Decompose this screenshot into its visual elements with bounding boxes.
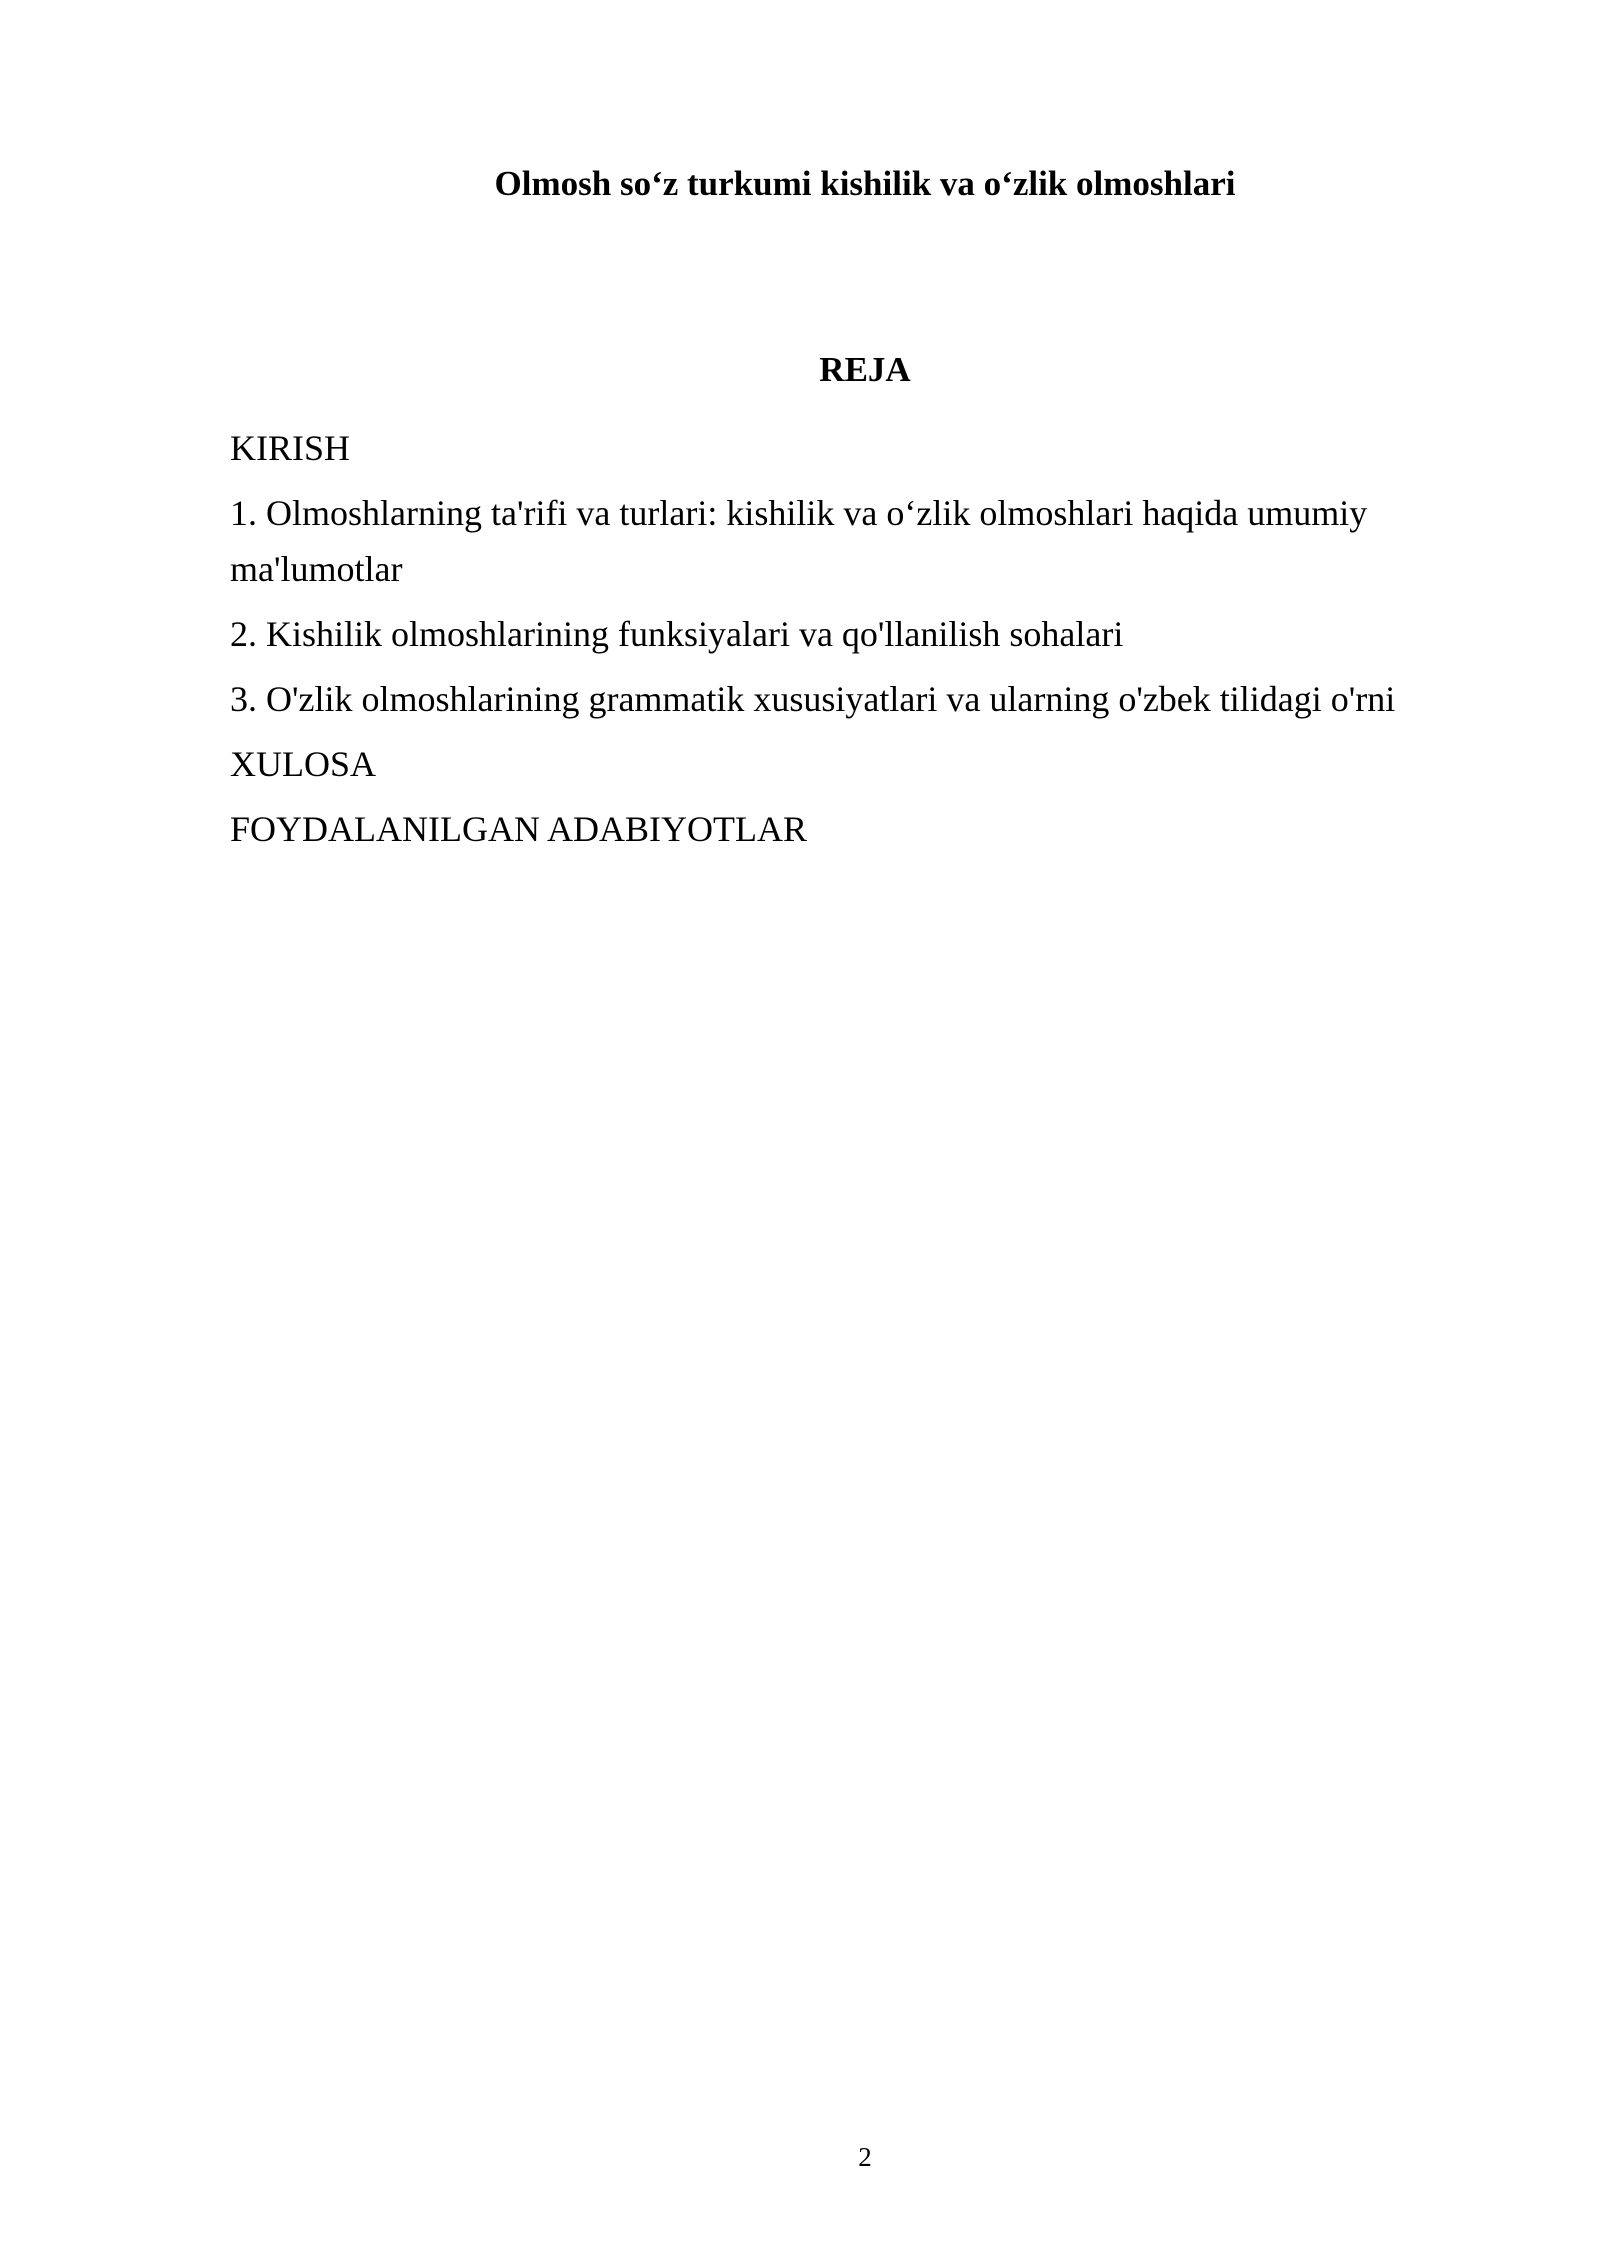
plan-heading: REJA [819, 350, 911, 389]
page-number: 2 [858, 2142, 872, 2172]
plan-list [230, 420, 1480, 866]
plan-item-conclusion: XULOSA [230, 744, 377, 784]
plan-item-1: 1. Olmoshlarning ta'rifi va turlari: kishilik va o‘zlik olmoshlari haqida umumiy ma'lumotlar [230, 493, 1368, 589]
plan-item-3: 3. O'zlik olmoshlarining grammatik xususiyatlari va ularning o'zbek tilidagi o'rni [230, 679, 1396, 719]
plan-item-2: 2. Kishilik olmoshlarining funksiyalari va qo'llanilish sohalari [230, 614, 1124, 654]
document-title: Olmosh so‘z turkumi kishilik va o‘zlik olmoshlari [494, 164, 1236, 203]
plan-item-introduction: KIRISH [230, 428, 351, 468]
plan-item-references: FOYDALANILGAN ADABIYOTLAR [230, 809, 807, 849]
